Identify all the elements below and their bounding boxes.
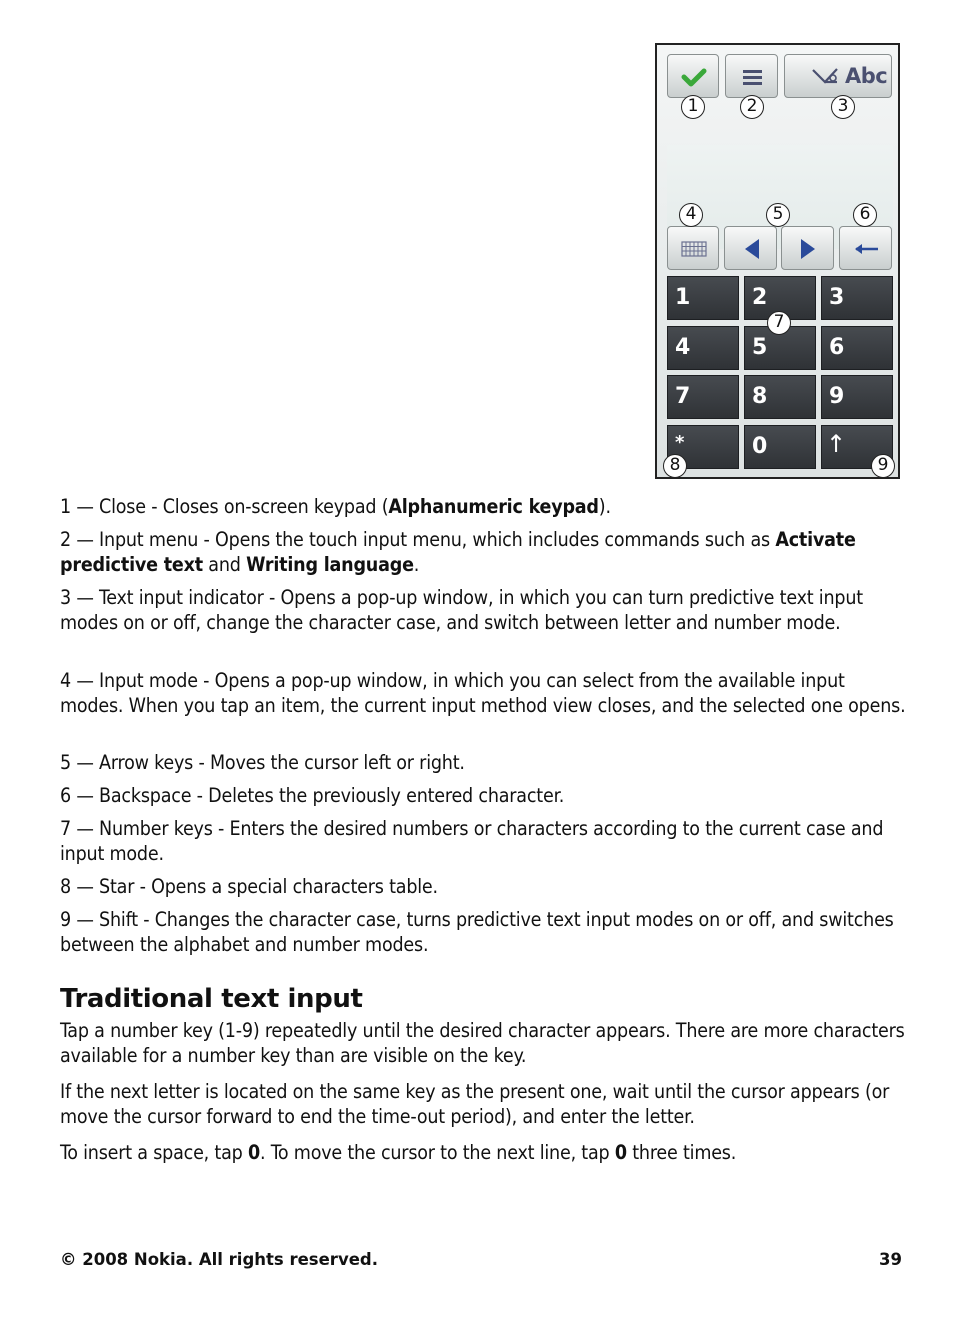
number-key-0[interactable] [744, 425, 816, 469]
item-9: 9 — Shift - Changes the character case, turns predictive text input modes on or off, and switches between the alphabet and number modes. [60, 908, 894, 956]
keypad-screenshot [655, 43, 900, 479]
callout-2: 2 [740, 95, 764, 119]
key-label: 2 [752, 285, 768, 310]
key-label: 6 [829, 335, 845, 360]
key-label: 0 [752, 434, 768, 459]
key-label: 9 [829, 384, 845, 409]
arrow-left-icon [725, 227, 778, 271]
p3-bold-1: 0 [247, 1141, 260, 1164]
input-mode-button[interactable] [667, 226, 719, 270]
key-label: 5 [752, 335, 768, 360]
key-label: 4 [675, 335, 691, 360]
callout-1: 1 [681, 95, 705, 119]
arrow-right-icon [782, 227, 835, 271]
item-5: 5 — Arrow keys - Moves the cursor left or right. [60, 751, 465, 774]
section-paragraph-3 [60, 1141, 910, 1166]
number-key-1[interactable] [667, 276, 739, 320]
keyboard-icon [668, 227, 720, 271]
shift-icon: ↑ [826, 430, 847, 458]
callout-5: 5 [766, 203, 790, 227]
item-1-bold: Alphanumeric keypad [388, 495, 599, 518]
section-heading: Traditional text input [60, 984, 363, 1014]
key-label: 8 [752, 384, 768, 409]
section-paragraph-1: Tap a number key (1-9) repeatedly until the desired character appears. There are more characters available for a number key than are visible on the key. [60, 1019, 905, 1067]
p3-text-a: To insert a space, tap [60, 1141, 248, 1164]
item-3: 3 — Text input indicator - Opens a pop-up window, in which you can turn predictive text input modes on or off, change the character case, and switch between letter and number mode. [60, 586, 863, 634]
number-key-4[interactable] [667, 326, 739, 370]
callout-4: 4 [679, 203, 703, 227]
item-1-suffix: ). [598, 495, 611, 518]
arrow-left-button[interactable] [724, 226, 777, 270]
item-7: 7 — Number keys - Enters the desired numbers or characters according to the current case and input mode. [60, 817, 884, 865]
p3-bold-2: 0 [614, 1141, 627, 1164]
number-key-9[interactable] [821, 375, 893, 419]
indicator-text: Abc [845, 64, 888, 88]
number-key-3[interactable] [821, 276, 893, 320]
callout-9: 9 [871, 454, 895, 478]
item-1 [60, 495, 910, 520]
p3-text-c: . To move the cursor to the next line, tap [259, 1141, 615, 1164]
backspace-button[interactable] [839, 226, 892, 270]
item-2-mid: and [202, 552, 247, 576]
arrow-right-button[interactable] [781, 226, 834, 270]
callout-7: 7 [767, 311, 791, 335]
item-4: 4 — Input mode - Opens a pop-up window, in which you can select from the available input modes. When you tap an item, the current input method view closes, and the selected one opens. [60, 669, 906, 717]
backspace-icon [840, 227, 893, 271]
key-label: 7 [675, 384, 691, 409]
callout-8: 8 [663, 454, 687, 478]
item-2 [60, 528, 910, 577]
item-2-suffix: . [413, 552, 420, 576]
check-icon [668, 55, 720, 99]
item-8: 8 — Star - Opens a special characters table. [60, 875, 438, 898]
item-2-text: 2 — Input menu - Opens the touch input menu, which includes commands such as [60, 528, 776, 551]
number-key-8[interactable] [744, 375, 816, 419]
key-label: 1 [675, 285, 691, 310]
callout-6: 6 [853, 203, 877, 227]
number-key-7[interactable] [667, 375, 739, 419]
text-input-indicator[interactable] [784, 54, 892, 98]
p3-text-d: three times. [626, 1141, 737, 1164]
key-label: * [675, 432, 685, 453]
close-button[interactable] [667, 54, 719, 98]
item-2-bold-2: Writing language [246, 552, 414, 576]
item-6: 6 — Backspace - Deletes the previously entered character. [60, 784, 565, 807]
callout-3: 3 [831, 95, 855, 119]
key-label: 3 [829, 285, 845, 310]
copyright: © 2008 Nokia. All rights reserved. [60, 1250, 378, 1269]
input-menu-button[interactable] [725, 54, 778, 98]
page-number: 39 [879, 1250, 902, 1269]
section-paragraph-2: If the next letter is located on the same key as the present one, wait until the cursor appears (or move the cursor forward to end the time-out period), and enter the letter. [60, 1080, 890, 1128]
menu-icon [726, 55, 779, 99]
item-1-text: 1 — Close - Closes on-screen keypad ( [60, 495, 389, 518]
number-key-6[interactable] [821, 326, 893, 370]
item-2-bold-1: Activate predictive text [60, 528, 856, 576]
